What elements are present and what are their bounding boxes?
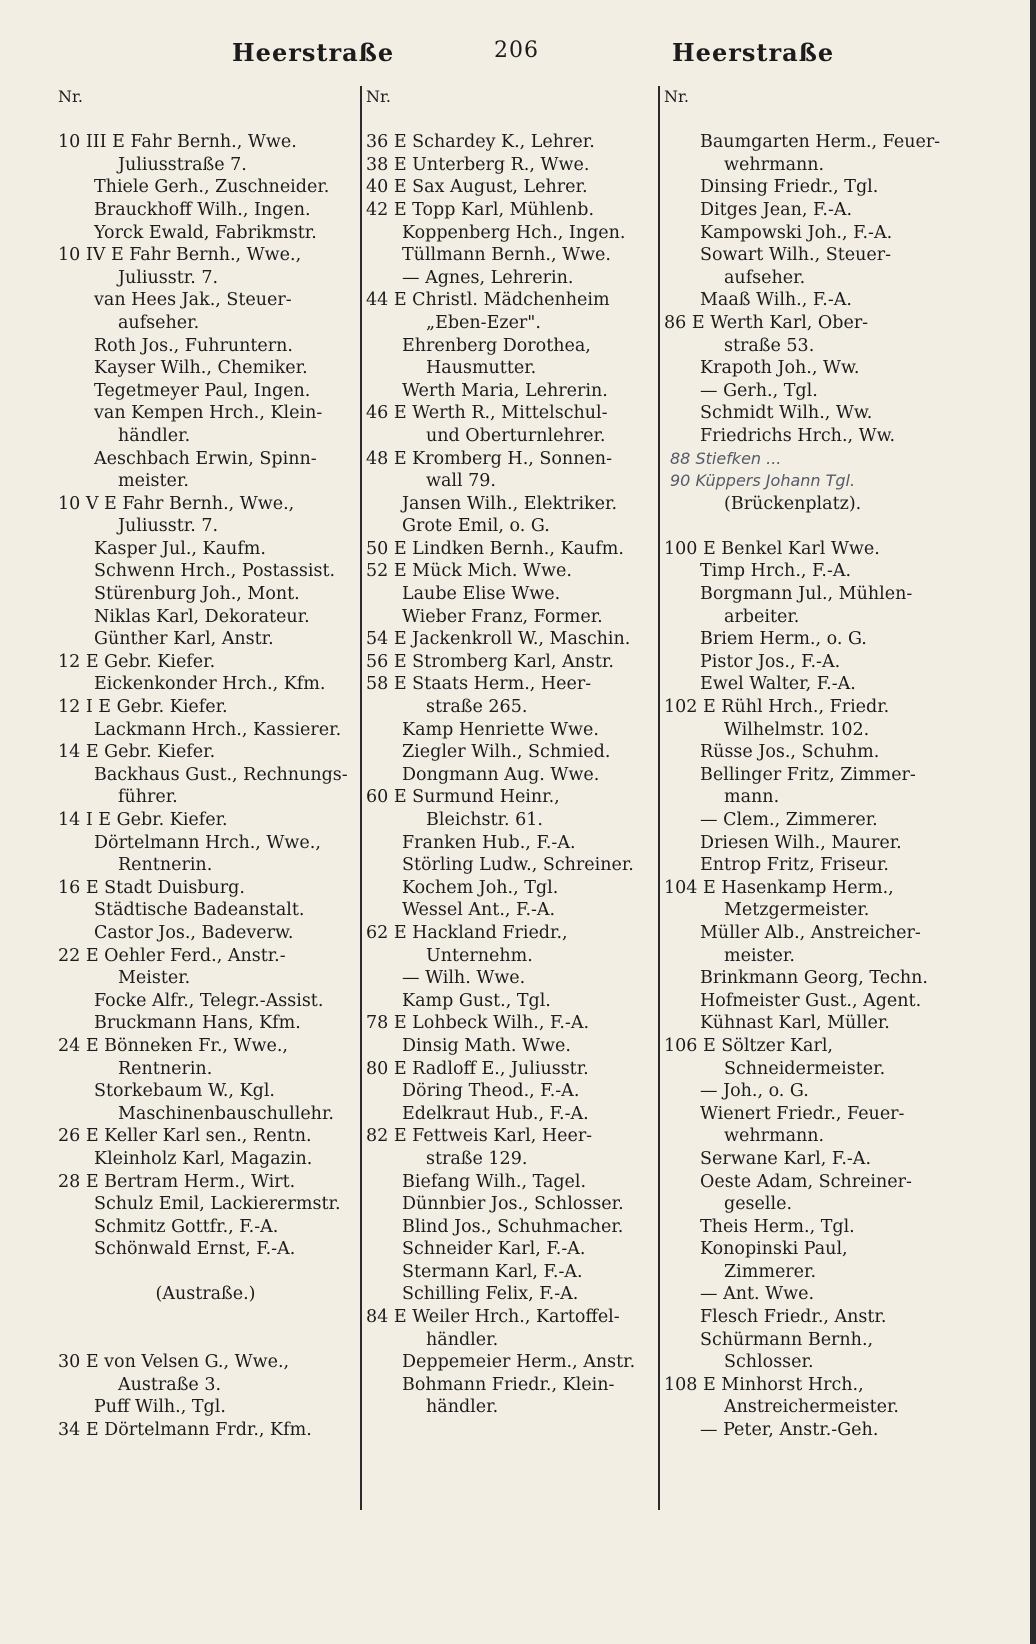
directory-entry: 14 I E Gebr. Kiefer. [58,810,228,830]
directory-entry: Laube Elise Wwe. [402,584,561,605]
directory-entry: Wilhelmstr. 102. [724,719,870,740]
directory-entry: Juliusstraße 7. [118,154,247,175]
directory-entry: arbeiter. [724,606,800,627]
directory-entry: Rentnerin. [118,855,213,876]
directory-entry: 78 E Lohbeck Wilh., F.-A. [366,1013,590,1034]
directory-entry: Roth Jos., Fuhruntern. [94,335,293,356]
directory-entry: straße 53. [724,335,815,356]
directory-entry: Werth Maria, Lehrerin. [402,380,608,401]
directory-entry: Schönwald Ernst, F.-A. [94,1239,296,1260]
directory-entry: und Oberturnlehrer. [426,425,606,446]
directory-entry: Driesen Wilh., Maurer. [700,832,902,853]
directory-entry: — Clem., Zimmerer. [700,810,878,830]
directory-entry: 62 E Hackland Friedr., [366,922,568,943]
directory-entry: 56 E Stromberg Karl, Anstr. [366,651,614,672]
directory-entry: 82 E Fettweis Karl, Heer- [366,1126,593,1147]
directory-entry: Schlosser. [724,1352,814,1373]
directory-entry: Jansen Wilh., Elektriker. [402,493,618,514]
directory-entry: Unternehm. [426,945,533,966]
directory-entry: Wessel Ant., F.-A. [402,900,556,921]
directory-entry: Schneidermeister. [724,1058,886,1079]
directory-entry: Brauckhoff Wilh., Ingen. [94,199,311,220]
directory-entry: Bleichstr. 61. [426,810,543,830]
directory-entry: Maschinenbauschullehr. [118,1103,334,1124]
directory-entry: — Wilh. Wwe. [402,968,526,989]
directory-entry: 24 E Bönneken Fr., Wwe., [58,1035,288,1056]
directory-entry: führer. [118,787,178,808]
directory-entry: geselle. [724,1194,793,1215]
directory-entry: Yorck Ewald, Fabrikmstr. [94,222,317,243]
directory-entry: Dörtelmann Hrch., Wwe., [94,832,321,853]
directory-entry: Juliusstr. 7. [118,516,219,537]
directory-entry: Kasper Jul., Kaufm. [94,538,266,559]
directory-entry: — Ant. Wwe. [700,1284,815,1305]
directory-entry: Dongmann Aug. Wwe. [402,764,600,785]
directory-entry: — Peter, Anstr.-Geh. [700,1420,879,1441]
directory-entry: Dinsig Math. Wwe. [402,1035,571,1056]
directory-entry: Austraße 3. [118,1374,222,1395]
spacer [664,109,984,132]
directory-entry: Sowart Wilh., Steuer- [700,245,892,266]
column-divider [360,86,362,1510]
directory-entry: Kühnast Karl, Müller. [700,1013,890,1034]
directory-entry: Kochem Joh., Tgl. [402,877,559,898]
directory-entry: Günther Karl, Anstr. [94,629,274,650]
directory-entry: Schmidt Wilh., Ww. [700,403,873,424]
directory-entry: 38 E Unterberg R., Wwe. [366,154,590,175]
handwritten-entry: 90 Küppers Johann Tgl. [670,471,856,491]
directory-entry: 106 E Söltzer Karl, [664,1035,833,1056]
directory-entry: 22 E Oehler Ferd., Anstr.- [58,945,286,966]
directory-entry: Ziegler Wilh., Schmied. [402,742,611,763]
directory-entry: 16 E Stadt Duisburg. [58,877,245,898]
directory-entry: straße 129. [426,1148,528,1169]
directory-entry: Thiele Gerh., Zuschneider. [94,177,330,198]
handwritten-entry: 88 Stiefken ... [670,448,782,468]
directory-entry: 100 E Benkel Karl Wwe. [664,538,880,559]
directory-entry: Rüsse Jos., Schuhm. [700,742,880,763]
directory-entry: 34 E Dörtelmann Frdr., Kfm. [58,1419,312,1440]
page-edge [1030,0,1036,1644]
directory-entry: Schneider Karl, F.-A. [402,1239,586,1260]
column-1 [58,86,353,1441]
directory-entry: Hausmutter. [426,358,537,379]
directory-entry: Schilling Felix, F.-A. [402,1284,579,1305]
directory-entry: wehrmann. [724,1126,825,1147]
directory-entry: Maaß Wilh., F.-A. [700,290,852,311]
left-street-heading: Heerstraße [232,38,395,67]
directory-entry: straße 265. [426,697,528,718]
spacer [58,109,353,132]
directory-entry: Städtische Badeanstalt. [94,900,305,921]
directory-entry: Ewel Walter, F.-A. [700,674,856,695]
directory-entry: Döring Theod., F.-A. [402,1081,580,1102]
directory-entry: Bruckmann Hans, Kfm. [94,1013,301,1034]
directory-entry: Hofmeister Gust., Agent. [700,990,922,1011]
directory-entry: Wieber Franz, Former. [402,606,603,627]
directory-entry: 10 III E Fahr Bernh., Wwe. [58,132,297,153]
directory-entry: 12 I E Gebr. Kiefer. [58,697,228,718]
directory-entry: Konopinski Paul, [700,1239,848,1260]
directory-entry: 102 E Rühl Hrch., Friedr. [664,697,890,718]
directory-entry: „Eben-Ezer". [426,312,541,333]
directory-entry: 108 E Minhorst Hrch., [664,1374,864,1395]
directory-entry: Kampowski Joh., F.-A. [700,222,893,243]
directory-entry: Timp Hrch., F.-A. [700,561,852,582]
directory-entry: Juliusstr. 7. [118,267,219,288]
directory-entry: Kamp Henriette Wwe. [402,719,599,740]
directory-entry: Meister. [118,968,191,989]
directory-entry: 84 E Weiler Hrch., Kartoffel- [366,1307,620,1328]
directory-entry: Wienert Friedr., Feuer- [700,1103,905,1124]
directory-entry: Castor Jos., Badeverw. [94,922,294,943]
directory-entry: händler. [118,425,191,446]
column-2 [366,86,654,1419]
directory-entry: Störling Ludw., Schreiner. [402,855,634,876]
directory-entry: wall 79. [426,471,496,492]
directory-entry: aufseher. [724,267,806,288]
directory-entry: 86 E Werth Karl, Ober- [664,312,869,333]
directory-entry: Schwenn Hrch., Postassist. [94,561,336,582]
directory-entry: Entrop Fritz, Friseur. [700,855,889,876]
directory-entry: 44 E Christl. Mädchenheim [366,290,610,311]
directory-entry: 46 E Werth R., Mittelschul- [366,403,608,424]
directory-entry: Rentnerin. [118,1058,213,1079]
directory-entry: meister. [724,945,795,966]
section-heading: (Austraße.) [155,1284,256,1305]
column-divider [658,86,660,1510]
directory-entry: van Hees Jak., Steuer- [94,290,292,311]
directory-entry: Stürenburg Joh., Mont. [94,584,300,605]
directory-entry: Kayser Wilh., Chemiker. [94,358,308,379]
directory-entry: Bellinger Fritz, Zimmer- [700,764,916,785]
directory-entry: Niklas Karl, Dekorateur. [94,606,310,627]
directory-entry: meister. [118,471,189,492]
directory-entry: Baumgarten Herm., Feuer- [700,132,941,153]
directory-entry: 10 V E Fahr Bernh., Wwe., [58,493,295,514]
directory-entry: Dünnbier Jos., Schlosser. [402,1194,624,1215]
directory-entry: 40 E Sax August, Lehrer. [366,177,588,198]
page-number: 206 [494,38,539,63]
directory-entry: Grote Emil, o. G. [402,516,550,537]
directory-entry: Biefang Wilh., Tagel. [402,1171,587,1192]
directory-entry: (Brückenplatz). [724,493,862,514]
directory-entry: Metzgermeister. [724,900,870,921]
directory-entry: Pistor Jos., F.-A. [700,651,841,672]
directory-entry: Koppenberg Hch., Ingen. [402,222,626,243]
directory-entry: Schmitz Gottfr., F.-A. [94,1216,279,1237]
directory-entry: 58 E Staats Herm., Heer- [366,674,592,695]
directory-entry: Anstreichermeister. [724,1397,899,1418]
directory-entry: Serwane Karl, F.-A. [700,1148,872,1169]
spacer [58,1306,353,1351]
directory-entry: Storkebaum W., Kgl. [94,1081,275,1102]
directory-entry: Flesch Friedr., Anstr. [700,1307,887,1328]
directory-entry: aufseher. [118,312,200,333]
spacer [366,109,654,132]
directory-entry: Tegetmeyer Paul, Ingen. [94,380,311,401]
directory-entry: 10 IV E Fahr Bernh., Wwe., [58,245,302,266]
directory-entry: Kamp Gust., Tgl. [402,990,551,1011]
directory-entry: Schulz Emil, Lackierermstr. [94,1194,341,1215]
spacer [58,1261,353,1284]
directory-entry: händler. [426,1397,499,1418]
directory-entry: 50 E Lindken Bernh., Kaufm. [366,538,624,559]
directory-entry: 54 E Jackenkroll W., Maschin. [366,629,631,650]
directory-entry: — Agnes, Lehrerin. [402,267,574,288]
column-label: Nr. [58,87,83,106]
column-label: Nr. [366,87,391,106]
directory-entry: Zimmerer. [724,1261,817,1282]
directory-entry: Tüllmann Bernh., Wwe. [402,245,611,266]
directory-entry: Lackmann Hrch., Kassierer. [94,719,342,740]
directory-entry: Brinkmann Georg, Techn. [700,968,928,989]
directory-entry: 52 E Mück Mich. Wwe. [366,561,572,582]
directory-entry: — Gerh., Tgl. [700,380,818,401]
directory-entry: Edelkraut Hub., F.-A. [402,1103,589,1124]
directory-entry: 104 E Hasenkamp Herm., [664,877,894,898]
directory-entry: 26 E Keller Karl sen., Rentn. [58,1126,312,1147]
directory-entry: 42 E Topp Karl, Mühlenb. [366,199,595,220]
directory-entry: Blind Jos., Schuhmacher. [402,1216,624,1237]
directory-entry: Schürmann Bernh., [700,1329,874,1350]
spacer [664,515,984,538]
directory-entry: 28 E Bertram Herm., Wirt. [58,1171,296,1192]
directory-entry: 14 E Gebr. Kiefer. [58,742,216,763]
directory-entry: Ehrenberg Dorothea, [402,335,591,356]
directory-entry: Briem Herm., o. G. [700,629,867,650]
directory-entry: Krapoth Joh., Ww. [700,358,860,379]
directory-entry: 30 E von Velsen G., Wwe., [58,1352,290,1373]
directory-entry: Oeste Adam, Schreiner- [700,1171,912,1192]
column-label: Nr. [664,87,689,106]
directory-entry: 48 E Kromberg H., Sonnen- [366,448,612,469]
directory-entry: 36 E Schardey K., Lehrer. [366,132,595,153]
directory-entry: Kleinholz Karl, Magazin. [94,1148,313,1169]
directory-entry: Aeschbach Erwin, Spinn- [94,448,317,469]
directory-entry: Ditges Jean, F.-A. [700,199,853,220]
directory-entry: van Kempen Hrch., Klein- [94,403,323,424]
directory-entry: Franken Hub., F.-A. [402,832,576,853]
directory-entry: Eickenkonder Hrch., Kfm. [94,674,326,695]
directory-entry: Backhaus Gust., Rechnungs- [94,764,348,785]
directory-entry: Theis Herm., Tgl. [700,1216,855,1237]
directory-entry: Borgmann Jul., Mühlen- [700,584,913,605]
directory-entry: 80 E Radloff E., Juliusstr. [366,1058,589,1079]
directory-entry: Bohmann Friedr., Klein- [402,1374,615,1395]
directory-entry: Friedrichs Hrch., Ww. [700,425,896,446]
directory-entry: 60 E Surmund Heinr., [366,787,560,808]
directory-entry: Puff Wilh., Tgl. [94,1397,226,1418]
directory-entry: Stermann Karl, F.-A. [402,1261,583,1282]
directory-entry: 12 E Gebr. Kiefer. [58,651,216,672]
directory-entry: mann. [724,787,780,808]
directory-entry: Deppemeier Herm., Anstr. [402,1352,636,1373]
directory-entry: Focke Alfr., Telegr.-Assist. [94,990,324,1011]
directory-entry: — Joh., o. G. [700,1081,809,1102]
directory-entry: Müller Alb., Anstreicher- [700,922,921,943]
right-street-heading: Heerstraße [672,38,835,67]
directory-entry: wehrmann. [724,154,825,175]
directory-entry: händler. [426,1329,499,1350]
directory-entry: Dinsing Friedr., Tgl. [700,177,879,198]
column-3 [664,86,984,1442]
